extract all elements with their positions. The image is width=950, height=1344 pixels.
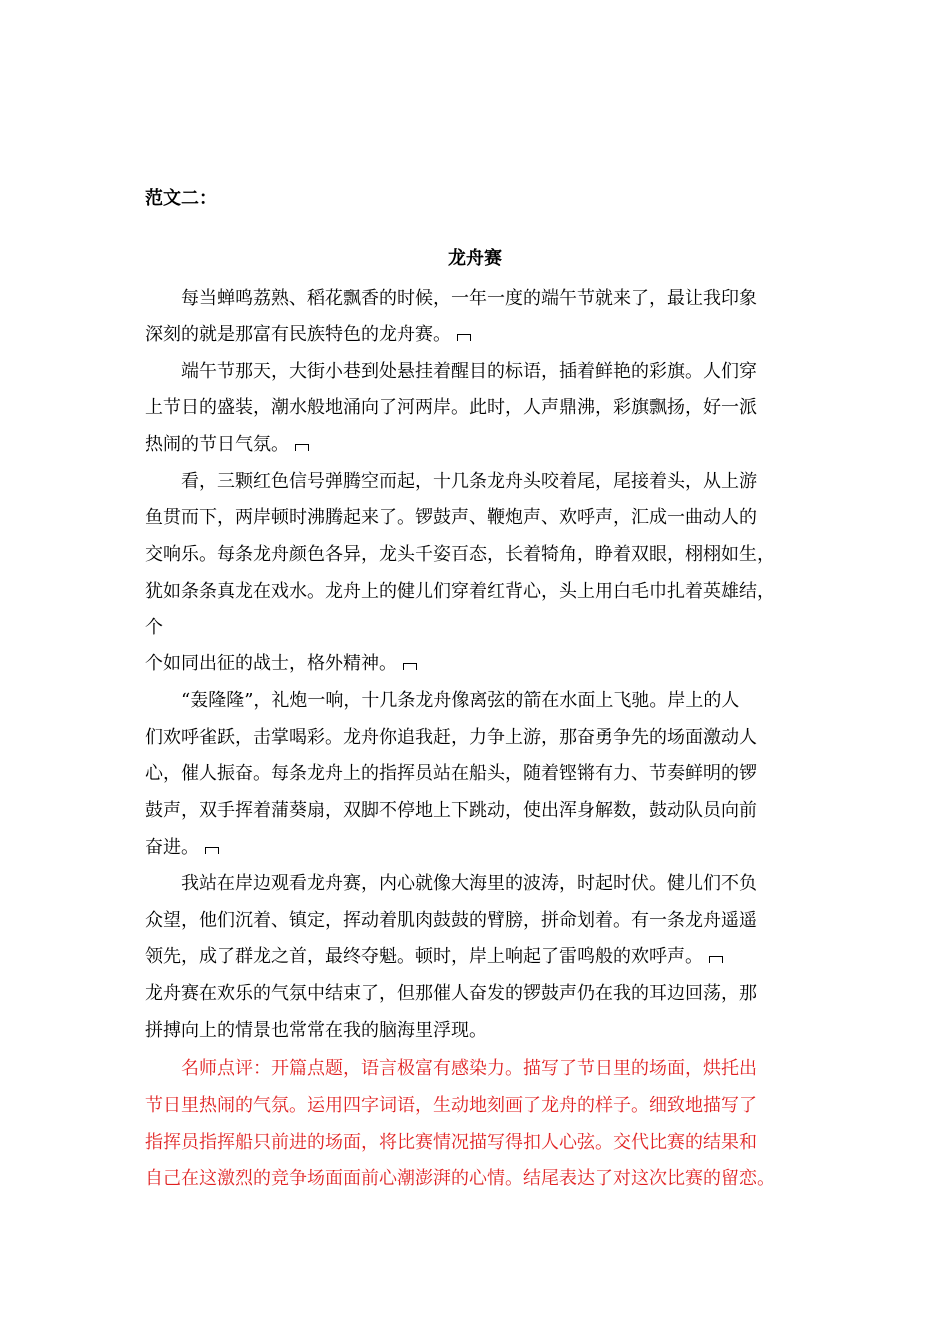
comment-line: 指挥员指挥船只前进的场面，将比赛情况描写得扣人心弦。交代比赛的结果和 bbox=[145, 1132, 757, 1153]
paragraph-mark-icon bbox=[709, 956, 723, 963]
text-line: 上节日的盛装，潮水般地涌向了河两岸。此时，人声鼎沸，彩旗飘扬，好一派 bbox=[145, 397, 757, 418]
paragraph-mark-icon bbox=[403, 663, 417, 670]
text-line: 鼓声，双手挥着蒲葵扇，双脚不停地上下跳动，使出浑身解数，鼓动队员向前 bbox=[145, 800, 757, 821]
text-line: 看，三颗红色信号弹腾空而起，十几条龙舟头咬着尾，尾接着头，从上游 bbox=[181, 471, 757, 492]
text-line: 心，催人振奋。每条龙舟上的指挥员站在船头，随着铿锵有力、节奏鲜明的锣 bbox=[145, 763, 757, 784]
text-line: 每当蝉鸣荔熟、稻花飘香的时候，一年一度的端午节就来了，最让我印象 bbox=[181, 288, 757, 309]
paragraph-mark-icon bbox=[295, 444, 309, 451]
paragraph-mark-icon bbox=[457, 334, 471, 341]
paragraph-mark-icon bbox=[205, 847, 219, 854]
text-line: 个 bbox=[145, 617, 163, 638]
text-line: 深刻的就是那富有民族特色的龙舟赛。 bbox=[145, 322, 471, 348]
essay-title: 龙舟赛 bbox=[448, 248, 502, 269]
text-line: 奋进。 bbox=[145, 835, 219, 861]
text-line: 个如同出征的战士，格外精神。 bbox=[145, 651, 417, 677]
text-line: 们欢呼雀跃，击掌喝彩。龙舟你追我赶，力争上游，那奋勇争先的场面激动人 bbox=[145, 727, 757, 748]
section-label: 范文二： bbox=[145, 188, 217, 209]
text-line: 热闹的节日气氛。 bbox=[145, 432, 309, 458]
comment-line: 节日里热闹的气氛。运用四字词语，生动地刻画了龙舟的样子。细致地描写了 bbox=[145, 1095, 757, 1116]
text-line: 龙舟赛在欢乐的气氛中结束了，但那催人奋发的锣鼓声仍在我的耳边回荡，那 bbox=[145, 983, 757, 1004]
text-line: “轰隆隆”，礼炮一响，十几条龙舟像离弦的箭在水面上飞驰。岸上的人 bbox=[181, 690, 740, 711]
text-line: 拼搏向上的情景也常常在我的脑海里浮现。 bbox=[145, 1020, 487, 1041]
comment-line: 名师点评：开篇点题，语言极富有感染力。描写了节日里的场面，烘托出 bbox=[181, 1058, 757, 1079]
text-line: 我站在岸边观看龙舟赛，内心就像大海里的波涛，时起时伏。健儿们不负 bbox=[181, 873, 757, 894]
text-line: 领先，成了群龙之首，最终夺魁。顿时，岸上响起了雷鸣般的欢呼声。 bbox=[145, 944, 723, 970]
text-line: 交响乐。每条龙舟颜色各异，龙头千姿百态，长着犄角，睁着双眼，栩栩如生， bbox=[145, 544, 775, 565]
text-line: 鱼贯而下，两岸顿时沸腾起来了。锣鼓声、鞭炮声、欢呼声，汇成一曲动人的 bbox=[145, 507, 757, 528]
text-line: 众望，他们沉着、镇定，挥动着肌肉鼓鼓的臂膀，拼命划着。有一条龙舟遥遥 bbox=[145, 910, 757, 931]
text-line: 端午节那天，大街小巷到处悬挂着醒目的标语，插着鲜艳的彩旗。人们穿 bbox=[181, 361, 757, 382]
comment-line: 自己在这激烈的竞争场面面前心潮澎湃的心情。结尾表达了对这次比赛的留恋。 bbox=[145, 1168, 775, 1189]
text-line: 犹如条条真龙在戏水。龙舟上的健儿们穿着红背心，头上用白毛巾扎着英雄结， bbox=[145, 581, 775, 602]
